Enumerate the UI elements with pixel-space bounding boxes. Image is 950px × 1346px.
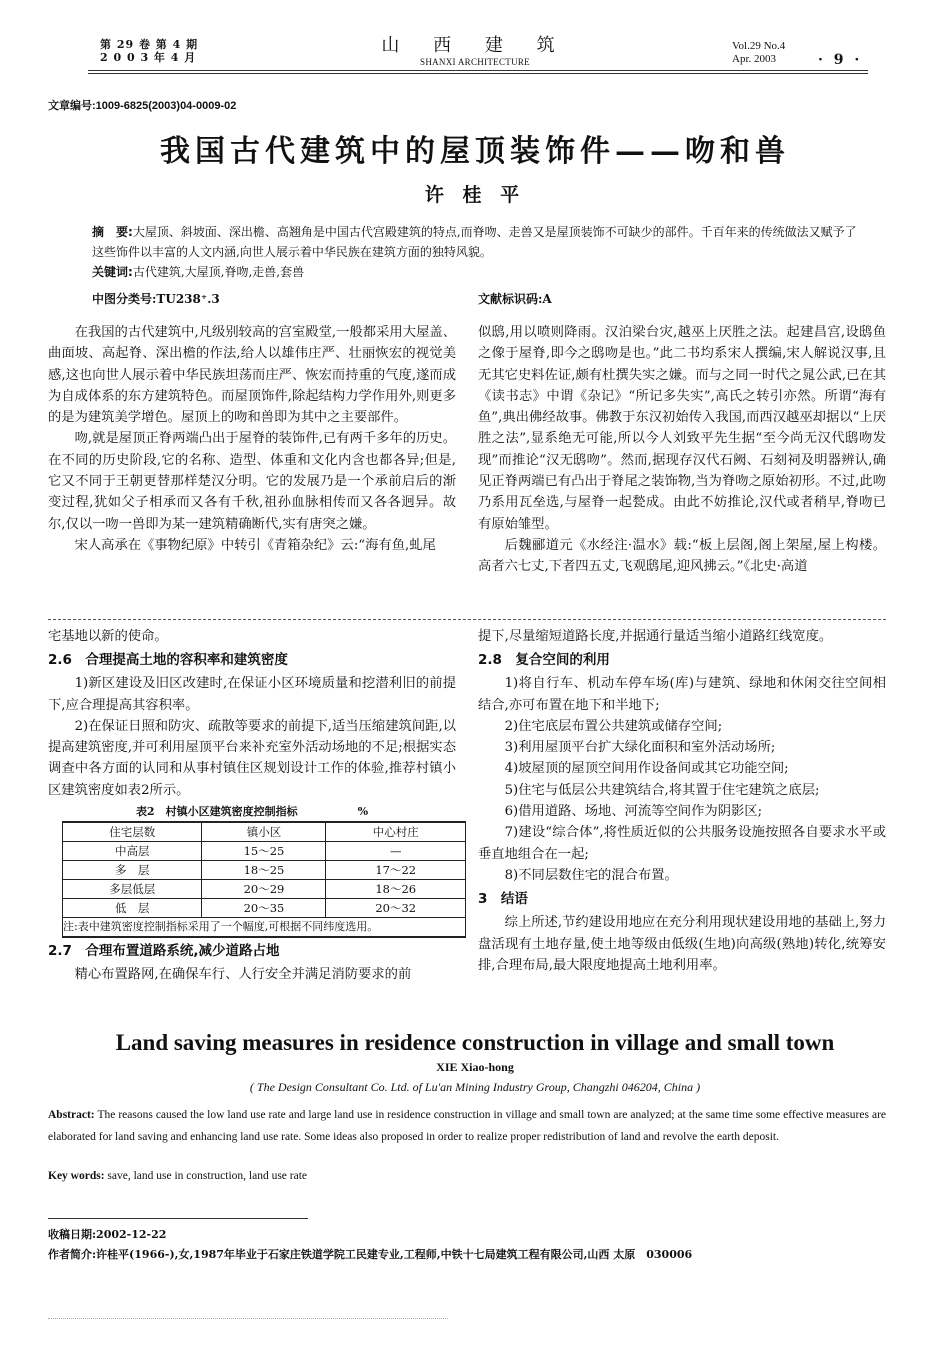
abstract-block — [92, 222, 862, 282]
english-keywords-label: Key words: — [48, 1170, 105, 1182]
english-abstract — [48, 1104, 886, 1148]
paragraph: 综上所述,节约建设用地应在充分利用现状建设用地的基础上,努力盘活现有土地存量,使土地等级由低级(生地)向高级(熟地)转化,统筹安排,合理布局,最大限度地提高土地利用率。 — [478, 915, 886, 973]
volume-cn: 第 29 卷 第 4 期 — [100, 38, 199, 51]
abstract-label: 摘 要: — [92, 225, 133, 239]
classification-code: 中图分类号:TU238⁺.3 — [92, 292, 220, 306]
list-item: 8)不同层数住宅的混合布置。 — [504, 867, 678, 883]
paragraph: 宋人高承在《事物纪原》中转引《青箱杂纪》云:“海有鱼,虬尾 — [74, 537, 436, 553]
english-title: Land saving measures in residence construction in village and small town — [115, 1030, 835, 1055]
list-item: 1)将自行车、机动车停车场(库)与建筑、绿地和休闲交往空间相结合,亦可布置在地下和半地下; — [478, 676, 886, 713]
volume-en: Vol.29 No.4 — [732, 40, 786, 52]
english-keywords — [48, 1170, 307, 1182]
section-divider — [48, 619, 886, 620]
author: 许 桂 平 — [424, 184, 526, 206]
section-heading-2-6: 2.6 合理提高土地的容积率和建筑密度 — [48, 652, 288, 669]
table-row — [63, 899, 466, 918]
journal-name-en: SHANXI ARCHITECTURE — [420, 57, 530, 67]
english-author: XIE Xiao-hong — [436, 1060, 514, 1074]
header-rule-top — [88, 70, 868, 71]
table-caption: 表2 村镇小区建筑密度控制指标 % — [135, 805, 369, 819]
table-note-row — [63, 918, 466, 938]
table-cell: 多层低层 — [63, 880, 202, 899]
table-header-row — [63, 822, 466, 842]
table-cell: — — [326, 842, 466, 861]
prev-article-column-right — [478, 626, 886, 976]
issue-info-en — [732, 40, 785, 66]
prev-article-column-left — [48, 626, 456, 985]
table-header-cell: 中心村庄 — [326, 822, 466, 842]
table-cell: 18～25 — [202, 861, 326, 880]
article-column-right — [478, 322, 886, 578]
scan-artifact-dots — [48, 1318, 448, 1319]
article-number: 文章编号:1009-6825(2003)04-0009-02 — [48, 100, 237, 112]
header-rule-bottom — [88, 73, 868, 74]
table-row — [63, 861, 466, 880]
page-title: 我国古代建筑中的屋顶装饰件——吻和兽 — [160, 134, 790, 169]
paragraph: 后魏郦道元《水经注·温水》载:“板上层阁,阁上架屋,屋上构楼。高者六七丈,下者四五丈,飞观鸱尾,迎风拂云。”《北史·高道 — [478, 537, 886, 575]
date-cn: 2 0 0 3 年 4 月 — [100, 51, 197, 64]
journal-name — [0, 36, 950, 68]
keywords — [92, 262, 862, 282]
list-item: 3)利用屋顶平台扩大绿化面积和室外活动场所; — [504, 740, 776, 756]
table-row — [63, 842, 466, 861]
keywords-text: 古代建筑,大屋顶,脊吻,走兽,套兽 — [132, 265, 305, 279]
table-header-cell: 住宅层数 — [63, 822, 202, 842]
abstract — [92, 222, 862, 262]
abstract-text: 大屋顶、斜坡面、深出檐、高翘角是中国古代宫殿建筑的特点,而脊吻、走兽又是屋顶装饰不可缺少的部件。千百年来的传统做法又赋予了这些饰件以丰富的人文内涵,向世人展示着中华民族在建筑方面的独特风貌。 — [92, 225, 857, 259]
table-cell: 20～29 — [202, 880, 326, 899]
english-affiliation: ( The Design Consultant Co. Ltd. of Lu'an Mining Industry Group, Changzhi 046204, China ) — [249, 1080, 701, 1094]
table-cell: 15～25 — [202, 842, 326, 861]
table-note: 注:表中建筑密度控制指标采用了一个幅度,可根据不同纬度选用。 — [63, 918, 466, 938]
list-item: 2)住宅底层布置公共建筑或储存空间; — [504, 718, 723, 734]
english-abstract-text: The reasons caused the low land use rate and large land use in residence construction in village and small town are analyzed; at the same time some effective measures are elaborated for land saving and enhancing land use rate. Some ideas also proposed in order to realize proper redistribution of land and revolve the earth deposit. — [48, 1109, 887, 1143]
document-code: 文献标识码:A — [478, 292, 552, 306]
footnote-rule — [48, 1218, 308, 1219]
page-number: · 9 · — [818, 52, 863, 68]
table-cell: 18～26 — [326, 880, 466, 899]
table-cell: 20～32 — [326, 899, 466, 918]
received-date: 收稿日期:2002-12-22 — [48, 1228, 167, 1241]
keywords-label: 关键词: — [92, 265, 133, 279]
english-keywords-text: save, land use in construction, land use rate — [107, 1170, 308, 1182]
list-item: 6)借用道路、场地、河流等空间作为阴影区; — [504, 804, 763, 820]
density-table — [62, 821, 466, 938]
english-abstract-label: Abstract: — [48, 1109, 95, 1121]
paragraph: 2)在保证日照和防灾、疏散等要求的前提下,适当压缩建筑间距,以提高建筑密度,并可利用屋顶平台来补充室外活动场地的不足;根据实态调查中各方面的认同和从事村镇住区规划设计工作的体验,推荐村镇小区建筑密度如表2所示。 — [48, 718, 456, 798]
list-item: 4)坡屋顶的屋顶空间用作设备间或其它功能空间; — [504, 761, 789, 777]
paragraph: 在我国的古代建筑中,凡级别较高的宫室殿堂,一般都采用大屋盖、曲面坡、高起脊、深出檐的作法,给人以雄伟庄严、壮丽恢宏的视觉美感,这也向世人展示着中华民族坦荡而庄严、恢宏而持重的气度,遂而成为自成体系的东方建筑特色。而屋顶饰件,除起结构力学作用外,则更多的是为建筑美学增色。屋顶上的吻和兽即为其中之主要部件。 — [48, 325, 456, 426]
table-cell: 多 层 — [63, 861, 202, 880]
table-header-cell: 镇小区 — [202, 822, 326, 842]
table-row — [63, 880, 466, 899]
paragraph: 1)新区建设及旧区改建时,在保证小区环境质量和挖潜利旧的前提下,应合理提高其容积率。 — [48, 676, 456, 713]
table-cell: 中高层 — [63, 842, 202, 861]
section-heading-2-8: 2.8 复合空间的利用 — [478, 652, 610, 669]
journal-name-cn: 山 西 建 筑 — [381, 35, 569, 56]
table-cell: 低 层 — [63, 899, 202, 918]
date-en: Apr. 2003 — [732, 53, 776, 65]
paragraph: 似鸱,用以喷则降雨。汉泊梁台灾,越巫上厌胜之法。起建昌宫,设鸱鱼之像于屋脊,即今之鸱吻是也。”此二书均系宋人撰编,宋人解说汉事,且无其它史料佐证,颇有杜撰失实之嫌。而与之同一时代之晁公武,已在其《读书志》中谓《杂记》“所记多失实”,高氏之转引亦然。所谓“海有鱼”,典出佛经故事。佛教于东汉初始传入我国,而西汉越巫却据以“上厌胜之法”,显系绝无可能,所以今人刘致平先生据“至今尚无汉代鸱吻发现”而推论“汉无鸱吻”。然而,据现存汉代石阙、石刻祠及明器辨认,确见正脊两端已有凸出于脊尾之装饰物,当为脊吻之原始初形。不过,此吻乃系用瓦垒选,与屋脊一起甃成。由此不妨推论,汉代或者稍早,脊吻已有原始雏型。 — [478, 325, 886, 532]
author-bio: 作者简介:许桂平(1966-),女,1987年毕业于石家庄铁道学院工民建专业,工程师,中铁十七局建筑工程有限公司,山西 太原 030006 — [48, 1248, 693, 1261]
table-cell: 17～22 — [326, 861, 466, 880]
paragraph: 提下,尽量缩短道路长度,并据通行量适当缩小道路红线宽度。 — [478, 629, 833, 644]
list-item: 5)住宅与低层公共建筑结合,将其置于住宅建筑之底层; — [504, 782, 820, 798]
article-column-left — [48, 322, 456, 556]
paragraph: 吻,就是屋顶正脊两端凸出于屋脊的装饰件,已有两千多年的历史。在不同的历史阶段,它的名称、造型、体重和文化内含也都各异;但是,它又不同于王朝更替那样楚汉分明。它的发展乃是一个承前启后的渐变过程,犹如父子相承而又各有千秋,祖孙血脉相传而又各各迥异。故尔,仅以一吻一兽即为某一建筑精确断代,实有唐突之嫌。 — [48, 431, 456, 532]
table-cell: 20～35 — [202, 899, 326, 918]
list-item: 7)建设“综合体”,将性质近似的公共服务设施按照各自要求水平或垂直地组合在一起; — [478, 825, 886, 862]
section-heading-3: 3 结语 — [478, 891, 528, 908]
section-heading-2-7: 2.7 合理布置道路系统,减少道路占地 — [48, 943, 280, 960]
paragraph: 精心布置路网,在确保车行、人行安全并满足消防要求的前 — [74, 967, 412, 983]
paragraph: 宅基地以新的使命。 — [48, 629, 168, 644]
